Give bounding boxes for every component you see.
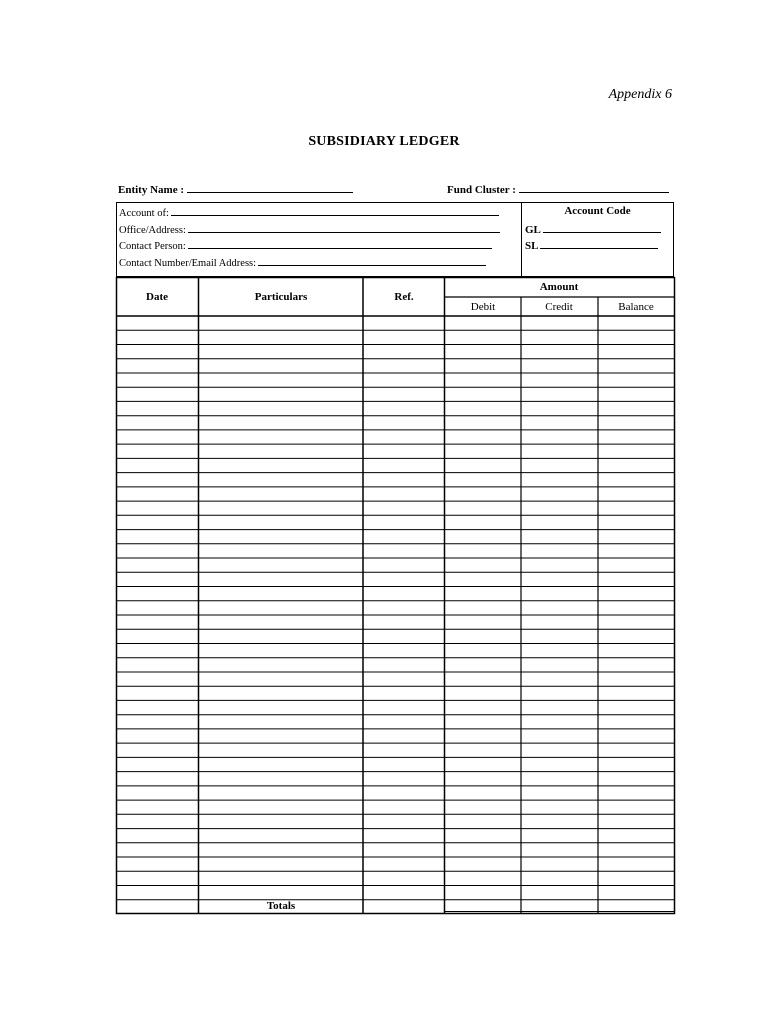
ledger-rows xyxy=(116,330,675,900)
contact-person-label: Contact Person: xyxy=(119,241,186,252)
entity-name-label: Entity Name : xyxy=(118,184,184,196)
header-debit: Debit xyxy=(470,301,496,313)
page-title: SUBSIDIARY LEDGER xyxy=(308,134,460,149)
contact-number-label: Contact Number/Email Address: xyxy=(119,258,257,269)
header-amount: Amount xyxy=(539,281,579,293)
appendix-label: Appendix 6 xyxy=(608,87,672,102)
office-address-label: Office/Address: xyxy=(119,225,186,236)
fund-cluster-label: Fund Cluster : xyxy=(447,184,516,196)
sl-label: SL xyxy=(525,240,539,252)
header-balance: Balance xyxy=(618,301,654,313)
header-ref: Ref. xyxy=(394,291,414,303)
header-particulars: Particulars xyxy=(254,291,308,303)
totals-label: Totals xyxy=(266,900,296,912)
account-of-label: Account of: xyxy=(119,208,169,219)
header-date: Date xyxy=(146,291,168,303)
gl-label: GL xyxy=(525,224,541,236)
account-code-heading: Account Code xyxy=(564,205,631,217)
header-credit: Credit xyxy=(545,301,573,313)
